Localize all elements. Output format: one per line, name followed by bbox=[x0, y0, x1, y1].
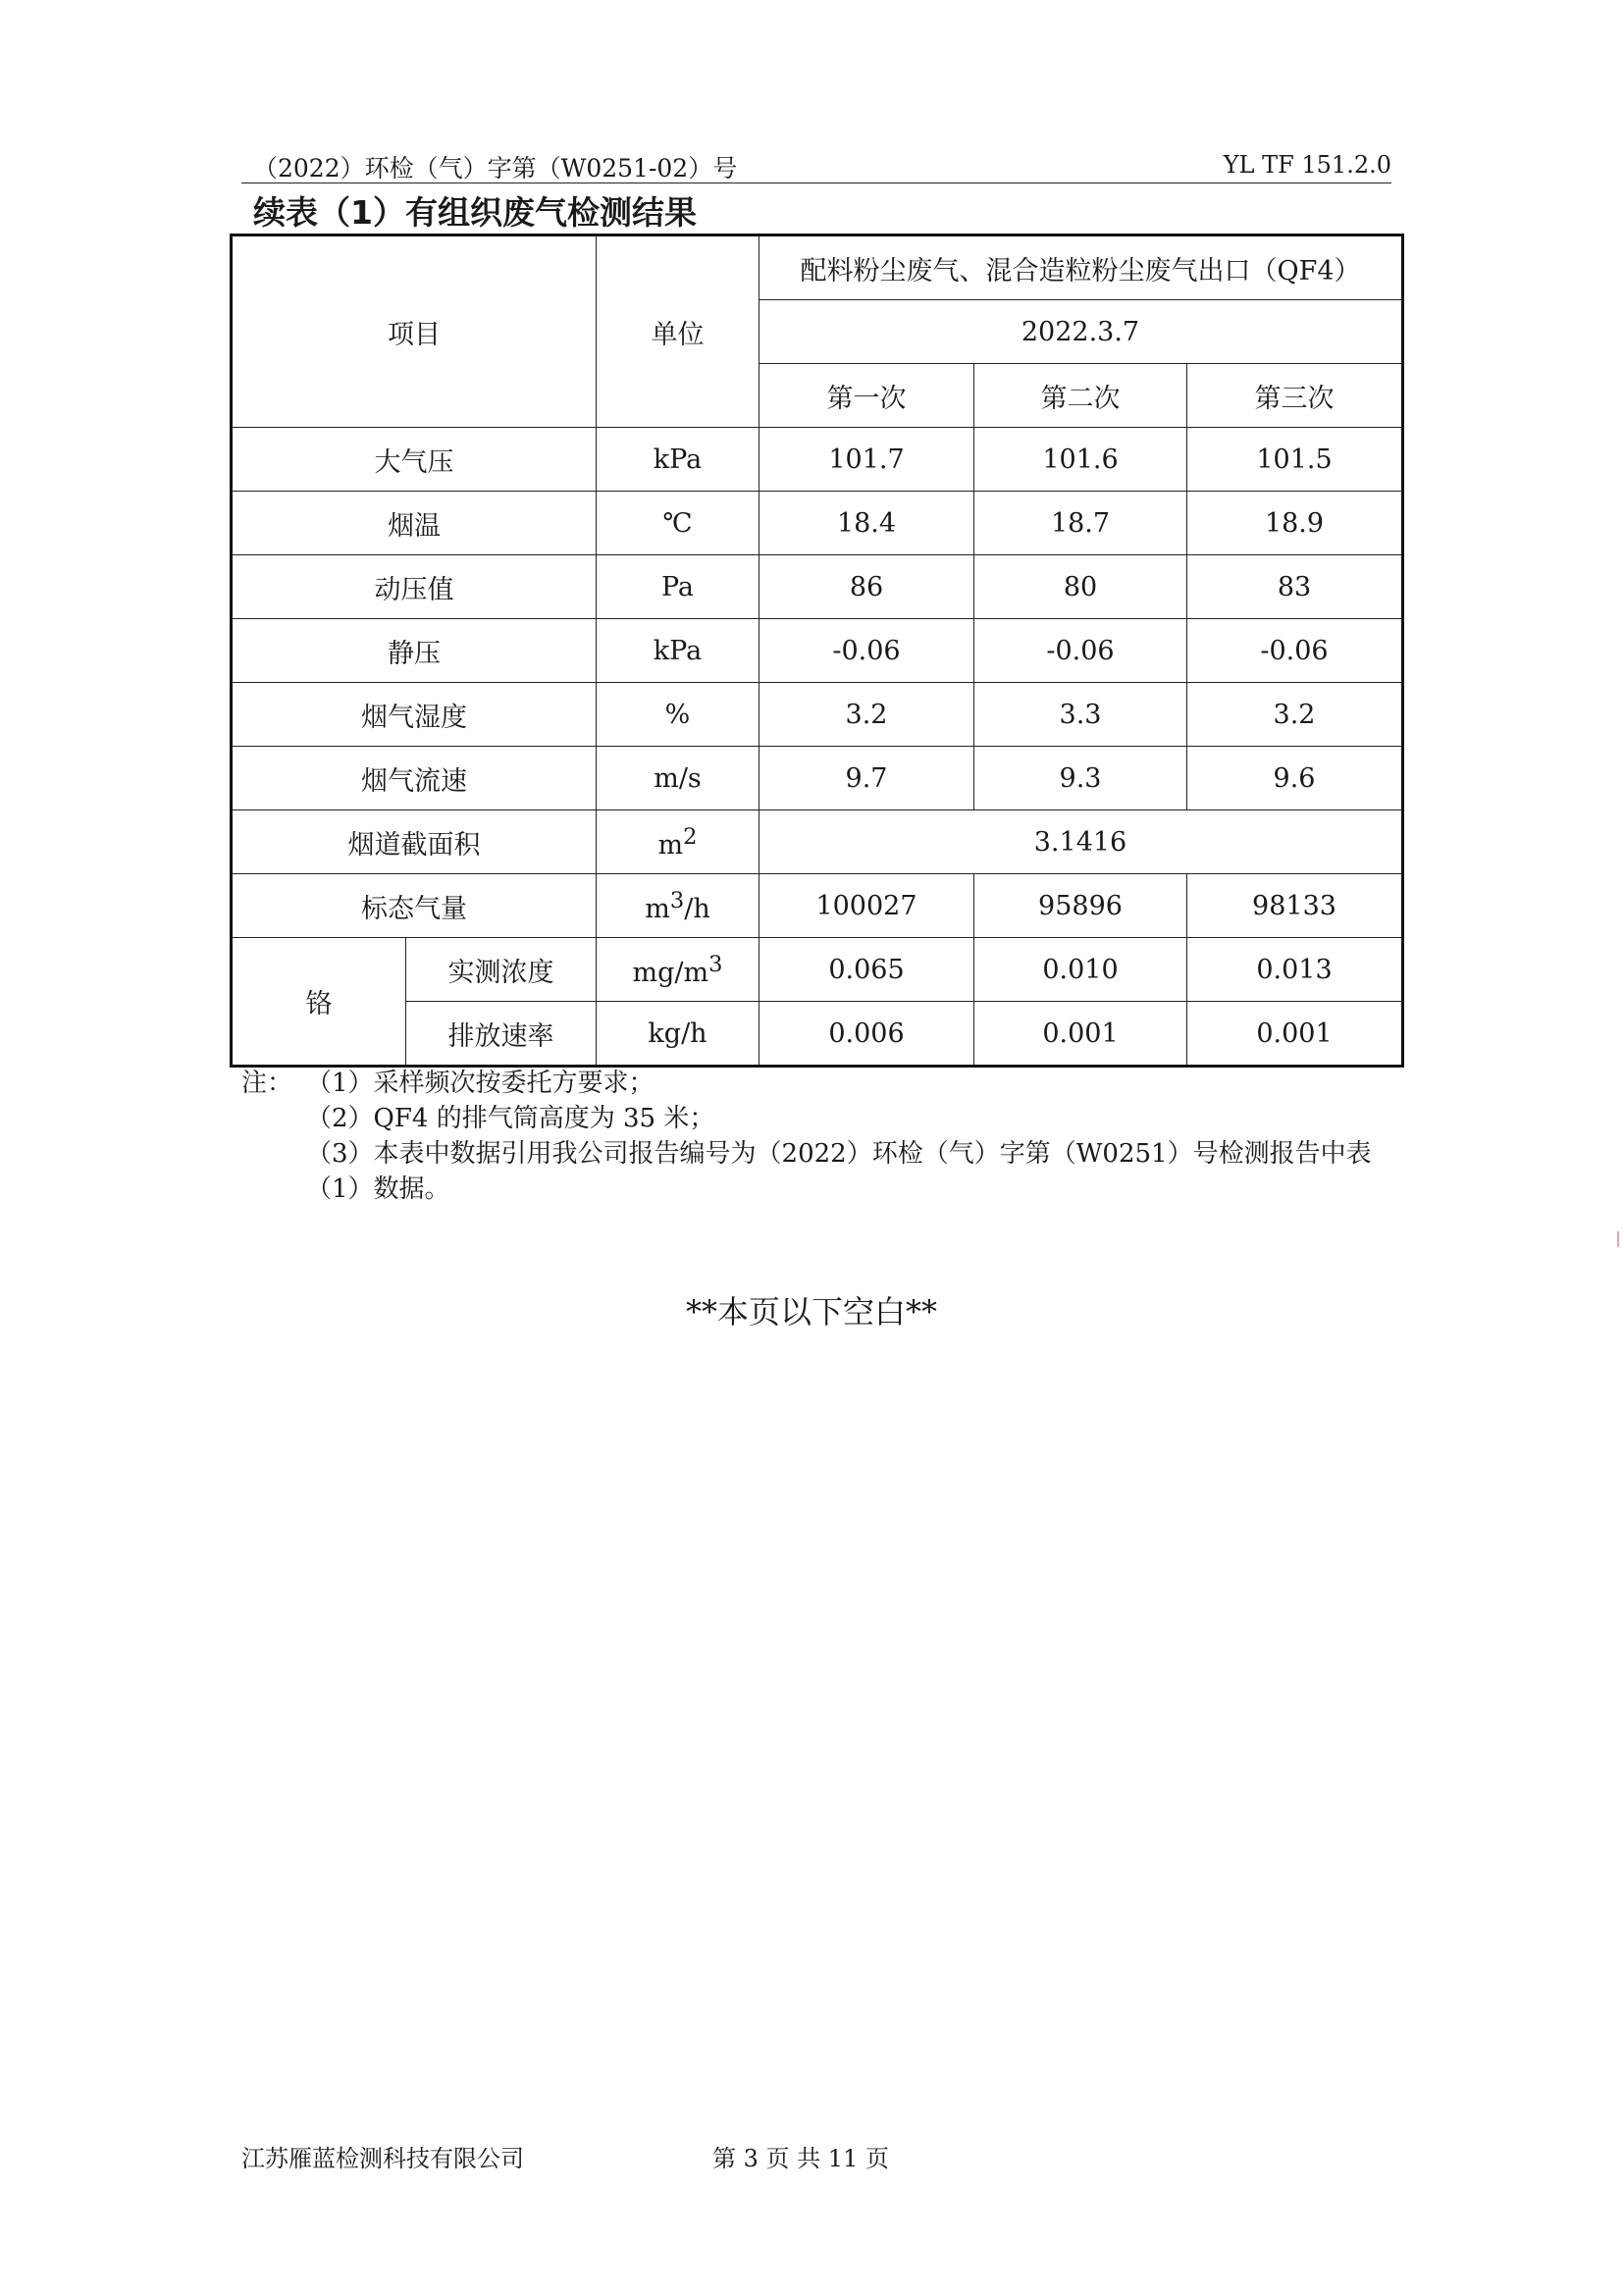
row-value: 3.1416 bbox=[759, 810, 1403, 874]
results-table bbox=[230, 234, 1404, 1068]
row-unit bbox=[597, 874, 759, 938]
row-unit: % bbox=[597, 683, 759, 747]
row-item: 排放速率 bbox=[406, 1002, 597, 1067]
header-item: 项目 bbox=[232, 235, 597, 428]
row-item: 动压值 bbox=[232, 555, 597, 619]
row-value: 3.2 bbox=[1187, 683, 1403, 747]
form-code: YL TF 151.2.0 bbox=[1223, 151, 1391, 179]
table-row bbox=[232, 428, 1403, 492]
footer-page-number: 第 3 页 共 11 页 bbox=[712, 2145, 889, 2172]
row-value: 9.7 bbox=[759, 747, 974, 810]
row-item: 烟气湿度 bbox=[232, 683, 597, 747]
row-value: 100027 bbox=[759, 874, 974, 938]
table-row bbox=[232, 938, 1403, 1002]
note-item: （1）采样频次按委托方要求； bbox=[306, 1069, 654, 1098]
table-row bbox=[232, 810, 1403, 874]
row-item: 标态气量 bbox=[232, 874, 597, 938]
header-unit: 单位 bbox=[597, 235, 759, 428]
blank-page-marker: **本页以下空白** bbox=[685, 1293, 937, 1331]
row-value: 18.4 bbox=[759, 492, 974, 555]
row-value: 101.7 bbox=[759, 428, 974, 492]
table-row bbox=[232, 874, 1403, 938]
row-unit: Pa bbox=[597, 555, 759, 619]
table-row bbox=[232, 683, 1403, 747]
row-unit: kPa bbox=[597, 619, 759, 683]
row-item: 静压 bbox=[232, 619, 597, 683]
header-source: 配料粉尘废气、混合造粒粉尘废气出口（QF4） bbox=[759, 235, 1403, 300]
table-row bbox=[232, 1002, 1403, 1067]
unit-rest: /h bbox=[684, 893, 710, 924]
row-value: 80 bbox=[974, 555, 1187, 619]
row-value: -0.06 bbox=[974, 619, 1187, 683]
row-unit: kg/h bbox=[597, 1002, 759, 1067]
row-value: 18.9 bbox=[1187, 492, 1403, 555]
row-unit bbox=[597, 938, 759, 1002]
table-title: 续表（1）有组织废气检测结果 bbox=[253, 193, 697, 232]
row-value: -0.06 bbox=[759, 619, 974, 683]
unit-superscript: 3 bbox=[708, 951, 723, 977]
scan-artifact bbox=[1617, 1231, 1619, 1247]
row-value: -0.06 bbox=[1187, 619, 1403, 683]
row-value: 0.013 bbox=[1187, 938, 1403, 1002]
row-item: 烟道截面积 bbox=[232, 810, 597, 874]
report-number: （2022）环检（气）字第（W0251-02）号 bbox=[253, 154, 738, 183]
note-row bbox=[241, 1066, 1399, 1101]
row-value: 3.2 bbox=[759, 683, 974, 747]
header-date: 2022.3.7 bbox=[759, 300, 1403, 364]
row-value: 9.3 bbox=[974, 747, 1187, 810]
row-item: 大气压 bbox=[232, 428, 597, 492]
header-run: 第二次 bbox=[974, 364, 1187, 428]
unit-base: m bbox=[645, 893, 670, 924]
row-value: 18.7 bbox=[974, 492, 1187, 555]
row-value: 101.5 bbox=[1187, 428, 1403, 492]
unit-base: mg/m bbox=[632, 957, 709, 988]
notes-block bbox=[241, 1066, 1399, 1207]
row-item: 实测浓度 bbox=[406, 938, 597, 1002]
table-row bbox=[232, 747, 1403, 810]
row-value: 0.065 bbox=[759, 938, 974, 1002]
table-row bbox=[232, 555, 1403, 619]
unit-superscript: 2 bbox=[683, 823, 698, 850]
row-unit: kPa bbox=[597, 428, 759, 492]
row-item: 烟温 bbox=[232, 492, 597, 555]
row-unit: m/s bbox=[597, 747, 759, 810]
unit-superscript: 3 bbox=[669, 887, 685, 913]
note-row bbox=[241, 1136, 1399, 1207]
row-value: 86 bbox=[759, 555, 974, 619]
row-value: 83 bbox=[1187, 555, 1403, 619]
row-value: 9.6 bbox=[1187, 747, 1403, 810]
row-item: 烟气流速 bbox=[232, 747, 597, 810]
notes-lead: 注： bbox=[241, 1069, 293, 1098]
note-item: （2）QF4 的排气筒高度为 35 米； bbox=[306, 1104, 715, 1133]
row-value: 0.006 bbox=[759, 1002, 974, 1067]
row-unit bbox=[597, 810, 759, 874]
header-run: 第一次 bbox=[759, 364, 974, 428]
row-value: 3.3 bbox=[974, 683, 1187, 747]
row-value: 101.6 bbox=[974, 428, 1187, 492]
row-unit: ℃ bbox=[597, 492, 759, 555]
header-run: 第三次 bbox=[1187, 364, 1403, 428]
table-row bbox=[232, 492, 1403, 555]
row-value: 98133 bbox=[1187, 874, 1403, 938]
table-header-row bbox=[232, 235, 1403, 300]
unit-base: m bbox=[657, 829, 684, 861]
row-value: 95896 bbox=[974, 874, 1187, 938]
footer-company: 江苏雁蓝检测科技有限公司 bbox=[241, 2145, 524, 2172]
table-row bbox=[232, 619, 1403, 683]
row-value: 0.001 bbox=[1187, 1002, 1403, 1067]
row-value: 0.010 bbox=[974, 938, 1187, 1002]
note-row bbox=[241, 1101, 1399, 1136]
note-item: （3）本表中数据引用我公司报告编号为（2022）环检（气）字第（W0251）号检测报告中表（1）数据。 bbox=[306, 1139, 1372, 1204]
row-value: 0.001 bbox=[974, 1002, 1187, 1067]
group-chromium: 铬 bbox=[232, 938, 406, 1067]
